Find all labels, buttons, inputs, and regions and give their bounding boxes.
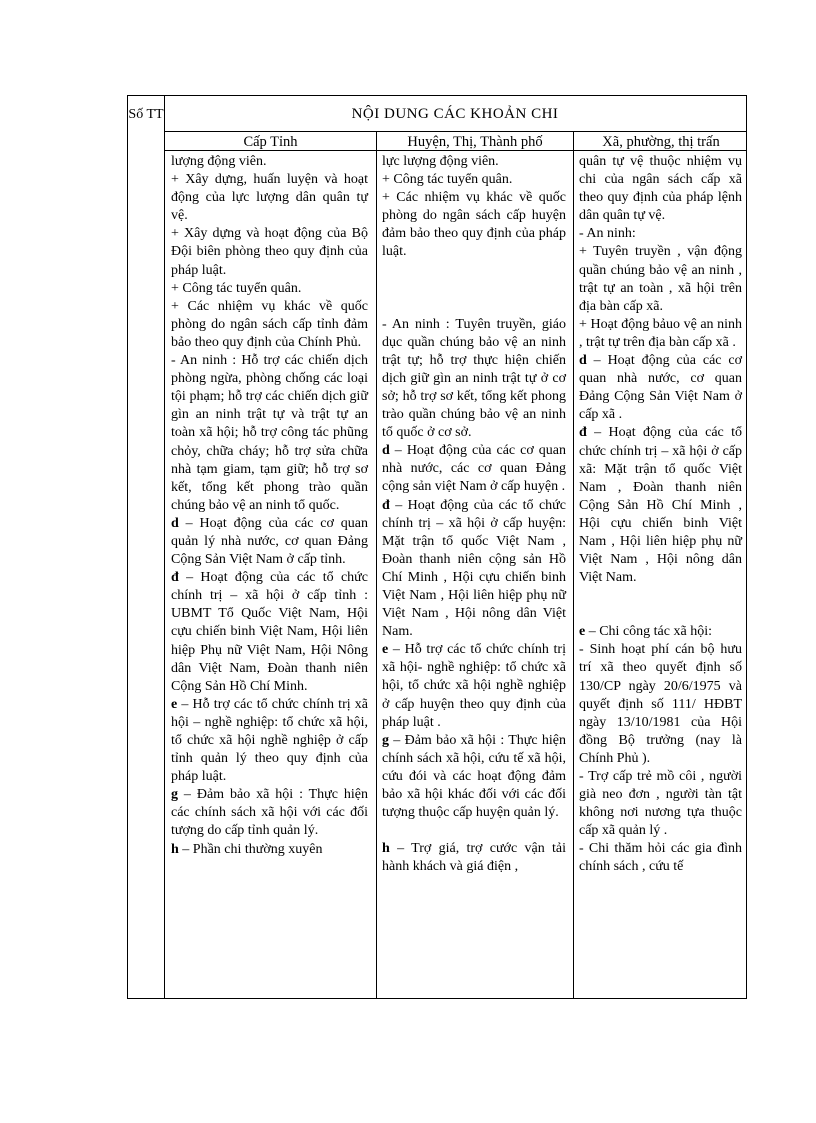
section-label: e [171, 696, 178, 712]
paragraph: - Trợ cấp trẻ mồ côi , người già neo đơn , người tàn tật không nơi nương tựa thuộc cấp xã quản lý . [579, 769, 742, 839]
section-d [171, 515, 368, 569]
table-title: NỘI DUNG CÁC KHOẢN CHI [351, 106, 559, 122]
paragraph: + Các nhiệm vụ khác về quốc phòng do ngân sách cấp tỉnh đảm bảo theo quy định của Chính Phủ. [171, 298, 368, 350]
paragraph: + Xây dựng và hoạt động của Bộ Đội biên phòng theo quy định của pháp luật. [171, 226, 368, 278]
section-text: – Hoạt động của các tổ chức chính trị – xã hội ở cấp huyện: Mặt trận tổ quốc Việt Nam , Đoàn thanh niên cộng sản Hồ Chí Minh , Hội cựu chiến binh Việt Nam , Hội liên hiệp phụ nữ Việt Nam , Hội nông dân Việt Nam. [382, 497, 566, 640]
column-divider [164, 96, 165, 998]
section-text: – Đảm bảo xã hội : Thực hiện chính sách xã hội, cứu tế xã hội, cứu đói và các hoạt động đảm bảo xã hội khác đối với các đối tượng thuộc cấp huyện quản lý. [382, 732, 566, 821]
expenditure-table [127, 95, 747, 999]
section-text: – Hoạt động của các cơ quan quản lý nhà nước, cơ quan Đảng Cộng Sản Việt Nam ở cấp tỉnh. [171, 515, 368, 568]
section-text: – Hỗ trợ các tổ chức chính trị xã hội- nghề nghiệp: tổ chức xã hội, tổ chức xã hội nghề nghiệp ở cấp huyện theo quy định của pháp luật . [382, 642, 566, 730]
section-label: h [171, 841, 179, 857]
section-e [579, 623, 742, 641]
section-text: – Hoạt động của các tổ chức chính trị – xã hội ở cấp tỉnh : UBMT Tổ Quốc Việt Nam, Hội cựu chiến binh Việt Nam, Hội liên hiệp Phụ nữ Việt Nam, Hội Nông dân Việt Nam, Đoàn thanh niên Cộng Sản Hồ Chí Minh. [171, 570, 368, 694]
row-divider [164, 131, 746, 132]
paragraph: + Xây dựng, huấn luyện và hoạt động của lực lượng dân quân tự vệ. [171, 172, 368, 224]
section-text: – Trợ giá, trợ cước vận tải hành khách và giá điện , [382, 841, 566, 875]
section-label: g [171, 787, 178, 803]
column-huyen-content [382, 153, 566, 876]
paragraph: lượng động viên. [171, 154, 267, 169]
section-label: g [382, 732, 389, 748]
section-label: h [382, 841, 390, 857]
section-text: – Đảm bảo xã hội : Thực hiện các chính sách xã hội với các đối tượng do cấp tỉnh quản lý. [171, 787, 368, 839]
paragraph: + Công tác tuyển quân. [382, 172, 513, 188]
section-label: đ [171, 570, 179, 586]
section-label: d [171, 515, 179, 531]
column-tinh-content [171, 153, 368, 859]
section-label: đ [579, 425, 587, 441]
section-label: e [579, 624, 586, 640]
paragraph: - An ninh : Hỗ trợ các chiến dịch phòng ngừa, phòng chống các loại tội phạm; hỗ trợ các chiến dịch giữ gìn an ninh trật tự và trật tự an toàn xã hội; hỗ trợ công tác phũng chỏy, chữa cháy; hỗ trợ sửa chữa nhà tạm giam, tạm giữ; hỗ trợ sơ kết, tổng kết phong trào quần chúng bảo vệ an ninh tổ quốc. [171, 353, 368, 513]
section-text: – Hoạt động của các cơ quan nhà nước, các cơ quan Đảng cộng sản việt Nam ở cấp huyện . [382, 443, 566, 495]
paragraph: + Các nhiệm vụ khác về quốc phòng do ngân sách cấp huyện đảm bảo theo quy định của pháp luật. [382, 190, 566, 260]
section-text: – Chi công tác xã hội: [585, 624, 712, 640]
section-d [579, 352, 742, 424]
section-text: – Hỗ trợ các tổ chức chính trị xã hội – nghề nghiệp: tổ chức xã hội, tổ chức xã hội nghề nghiệp ở cấp tỉnh quản lý theo quy định của pháp luật. [171, 696, 368, 785]
column-divider [376, 132, 377, 998]
paragraph: quân tự vệ thuộc nhiệm vụ chi của ngân sách cấp xã theo quy định của pháp lệnh dân quân tự vệ. [579, 154, 742, 224]
paragraph: + Tuyên truyền , vận động quần chúng bảo vệ an ninh , trật tự an toàn , xã hội trên địa bàn cấp xã. [579, 244, 742, 314]
section-label: đ [382, 497, 390, 513]
section-text: – Hoạt động của các tổ chức chính trị – xã hội ở cấp xã: Mặt trận tổ quốc Việt Nam , Đoàn thanh niên Cộng Sản Hồ Chí Minh , Hội cựu chiến binh Việt Nam , Hội liên hiệp phụ nữ Việt Nam , Hội nông dân Việt Nam. [579, 425, 742, 586]
section-h [171, 841, 368, 859]
paragraph: + Công tác tuyển quân. [171, 280, 302, 296]
section-e [382, 641, 566, 731]
section-text: – Hoạt động của các cơ quan nhà nước, cơ quan Đảng Cộng Sản Việt Nam ở cấp xã . [579, 353, 742, 423]
paragraph: + Hoạt động bảuo vệ an ninh , trật tự trên địa bàn cấp xã . [579, 316, 742, 350]
section-label: e [382, 642, 389, 658]
stt-header: Số TT [128, 107, 164, 122]
paragraph: - Chi thăm hỏi các gia đình chính sách , cứu tế [579, 841, 742, 875]
column-header-xa: Xã, phường, thị trấn [602, 134, 720, 150]
section-g [171, 786, 368, 840]
column-divider [573, 132, 574, 998]
section-dd [579, 424, 742, 587]
paragraph: - An ninh : Tuyên truyền, giáo dục quần chúng bảo vệ an ninh trật tự; hỗ trợ thực hiện chiến dịch giữ gìn an ninh trật tự ở cơ sở; hỗ trợ sơ kết, tổng kết phong trào quần chúng bảo vệ an ninh tổ quốc ở cơ sở. [382, 316, 566, 441]
column-header-huyen: Huyện, Thị, Thành phố [407, 134, 543, 150]
column-xa-content [579, 153, 742, 877]
section-label: d [579, 353, 587, 369]
section-e [171, 696, 368, 786]
section-h [382, 840, 566, 876]
section-dd [171, 569, 368, 696]
section-g [382, 732, 566, 822]
paragraph: - An ninh: [579, 226, 636, 242]
section-d [382, 442, 566, 496]
paragraph: - Sinh hoạt phí cán bộ hưu trí xã theo quyết định số 130/CP ngày 20/6/1975 và quyết định số 111/ HĐBT ngày 13/10/1981 của Hội đồng Bộ trưởng (nay là Chính Phủ ). [579, 642, 742, 766]
column-header-tinh: Cấp Tỉnh [243, 134, 298, 150]
section-text: – Phần chi thường xuyên [178, 841, 323, 857]
section-dd [382, 497, 566, 642]
section-label: d [382, 443, 390, 459]
paragraph: lực lượng động viên. [382, 154, 499, 169]
